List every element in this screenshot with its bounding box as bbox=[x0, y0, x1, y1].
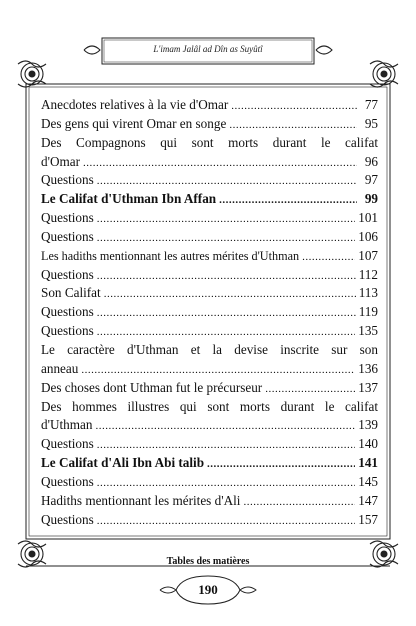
toc-entry-title: d'Uthman bbox=[41, 417, 93, 433]
toc-entry-page: 113 bbox=[358, 285, 378, 301]
dot-leader bbox=[95, 417, 355, 436]
toc-entry-page: 96 bbox=[364, 153, 378, 169]
toc-entry bbox=[41, 209, 378, 228]
page-number: 190 bbox=[198, 582, 218, 597]
toc-entry-page: 107 bbox=[358, 247, 378, 263]
toc-entry bbox=[41, 454, 378, 473]
toc-entry bbox=[41, 398, 378, 417]
toc-entry-title: Questions bbox=[41, 210, 94, 226]
toc-entry-page: 135 bbox=[358, 323, 378, 339]
toc-entry-page: 145 bbox=[358, 473, 378, 489]
toc-entry-page: 136 bbox=[358, 360, 378, 376]
toc-entry bbox=[41, 492, 378, 511]
toc-entry-page: 119 bbox=[358, 304, 378, 320]
table-of-contents bbox=[41, 96, 378, 529]
toc-entry-page: 99 bbox=[364, 191, 378, 207]
dot-leader bbox=[97, 229, 355, 248]
dot-leader bbox=[83, 154, 357, 173]
toc-entry bbox=[41, 303, 378, 322]
toc-entry-title: Des gens qui virent Omar en songe bbox=[41, 115, 227, 131]
toc-entry-title: Le Califat d'Ali Ibn Abi talib bbox=[41, 455, 205, 471]
toc-entry-title: Les hadiths mentionnant les autres mérites d'Uthman bbox=[41, 248, 300, 263]
toc-entry-title: Questions bbox=[41, 511, 94, 527]
toc-entry-title: Questions bbox=[41, 323, 94, 339]
dot-leader bbox=[265, 380, 355, 399]
section-title: Tables des matières bbox=[166, 556, 250, 567]
toc-entry bbox=[41, 473, 378, 492]
dot-leader bbox=[231, 97, 357, 116]
dot-leader bbox=[243, 493, 355, 512]
toc-entry-title: Des hommes illustres qui sont morts durant le califat bbox=[41, 398, 378, 414]
toc-entry-title: anneau bbox=[41, 360, 79, 376]
toc-entry bbox=[41, 134, 378, 153]
toc-entry-page: 112 bbox=[358, 266, 378, 282]
toc-entry bbox=[41, 322, 378, 341]
toc-entry bbox=[41, 266, 378, 285]
dot-leader bbox=[207, 455, 355, 474]
toc-entry-page: 147 bbox=[358, 492, 378, 508]
toc-entry-title: Le Califat d'Uthman Ibn Affan bbox=[41, 191, 217, 207]
toc-entry-page: 157 bbox=[358, 511, 378, 527]
toc-entry-title: Anecdotes relatives à la vie d'Omar bbox=[41, 97, 229, 112]
dot-leader bbox=[97, 512, 355, 531]
toc-entry-title: Des Compagnons qui sont morts durant le califat bbox=[41, 134, 378, 150]
dot-leader bbox=[97, 210, 355, 229]
toc-entry bbox=[41, 247, 378, 266]
toc-entry-title: Son Califat bbox=[41, 285, 101, 301]
toc-entry bbox=[41, 228, 378, 247]
dot-leader bbox=[97, 474, 355, 493]
toc-entry-page: 95 bbox=[364, 115, 378, 131]
toc-entry-page: 77 bbox=[364, 97, 378, 112]
toc-entry bbox=[41, 153, 378, 172]
dot-leader bbox=[302, 248, 355, 267]
toc-entry-page: 101 bbox=[358, 210, 378, 226]
dot-leader bbox=[97, 172, 357, 191]
toc-entry-title: Questions bbox=[41, 473, 94, 489]
toc-entry-page: 137 bbox=[358, 379, 378, 395]
toc-entry-title: Des choses dont Uthman fut le précurseur bbox=[41, 379, 263, 395]
toc-entry bbox=[41, 435, 378, 454]
dot-leader bbox=[81, 361, 355, 380]
toc-entry-title: Le caractère d'Uthman et la devise inscrite sur son bbox=[41, 341, 378, 357]
toc-entry-title: Questions bbox=[41, 436, 94, 452]
running-header: L'imam Jalâl ad Dîn as Suyûtî bbox=[153, 44, 263, 54]
dot-leader bbox=[97, 267, 356, 286]
toc-entry-title: Questions bbox=[41, 304, 94, 320]
toc-entry bbox=[41, 190, 378, 209]
toc-entry bbox=[41, 511, 378, 530]
dot-leader bbox=[219, 191, 357, 210]
toc-entry-page: 139 bbox=[358, 417, 378, 433]
toc-entry-page: 140 bbox=[358, 436, 378, 452]
dot-leader bbox=[229, 116, 357, 135]
toc-entry bbox=[41, 171, 378, 190]
toc-entry bbox=[41, 379, 378, 398]
toc-entry bbox=[41, 416, 378, 435]
dot-leader bbox=[97, 304, 356, 323]
toc-entry bbox=[41, 115, 378, 134]
toc-entry-title: Questions bbox=[41, 266, 94, 282]
toc-entry bbox=[41, 284, 378, 303]
toc-entry-page: 106 bbox=[358, 228, 378, 244]
toc-entry bbox=[41, 341, 378, 360]
toc-entry-title: Questions bbox=[41, 228, 94, 244]
toc-entry bbox=[41, 96, 378, 115]
dot-leader bbox=[97, 436, 355, 455]
toc-entry-title: Hadiths mentionnant les mérites d'Ali bbox=[41, 492, 241, 508]
dot-leader bbox=[97, 323, 355, 342]
toc-entry-page: 97 bbox=[364, 172, 378, 188]
dot-leader bbox=[104, 285, 356, 304]
toc-entry-title: d'Omar bbox=[41, 153, 80, 169]
toc-entry-page: 141 bbox=[358, 455, 378, 471]
toc-entry bbox=[41, 360, 378, 379]
toc-entry-title: Questions bbox=[41, 172, 94, 188]
